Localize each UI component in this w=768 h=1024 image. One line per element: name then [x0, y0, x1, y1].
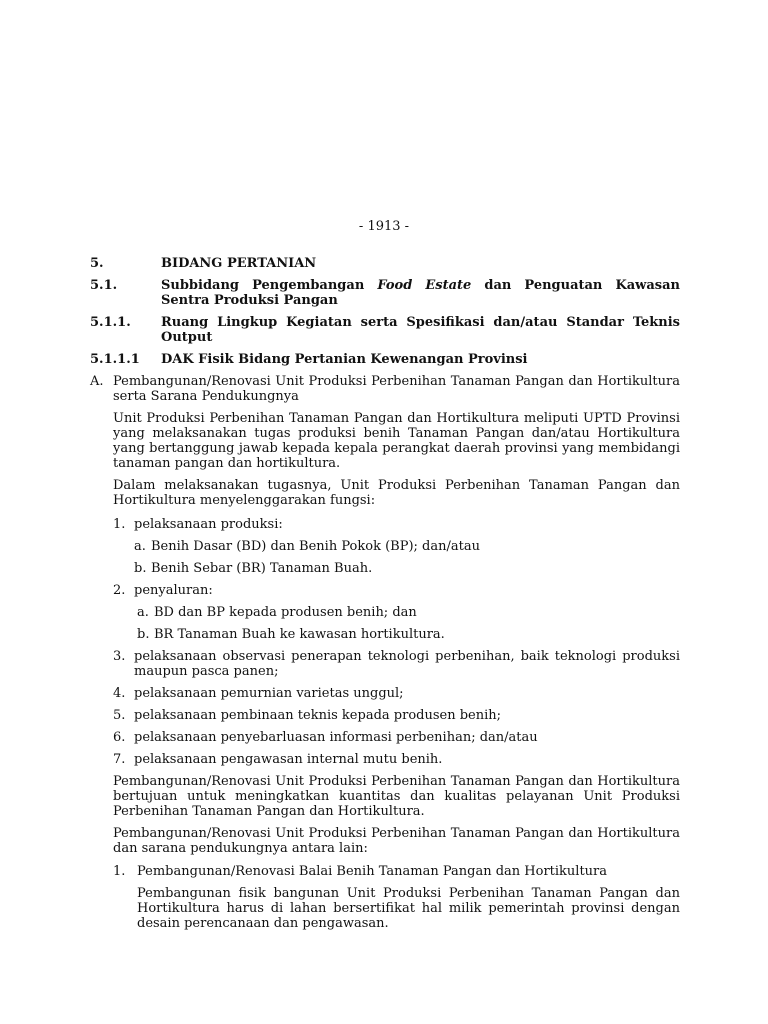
heading-number: 5.1.1.1: [90, 352, 140, 367]
heading-bidang-pertanian: [90, 256, 680, 271]
list-item: 4. pelaksanaan pemurnian varietas unggul;: [113, 686, 404, 701]
list-item: a. BD dan BP kepada produsen benih; dan: [137, 605, 417, 620]
item-title: Pembangunan/Renovasi Balai Benih Tanaman Pangan dan Hortikultura: [137, 864, 608, 879]
heading-number: 5.: [90, 256, 104, 271]
paragraph-3: Pembangunan/Renovasi Unit Produksi Perbenihan Tanaman Pangan dan Hortikultura bertujuan untuk meningkatkan kuantitas dan kualitas pelayanan Unit Produksi Perbenihan Tanaman Pangan dan Hortikultura.: [113, 774, 680, 819]
list-item: 6. pelaksanaan penyebarluasan informasi perbenihan; dan/atau: [113, 730, 538, 745]
heading-text: BIDANG PERTANIAN: [161, 256, 317, 271]
list-item: a. Benih Dasar (BD) dan Benih Pokok (BP); dan/atau: [134, 539, 480, 554]
heading-text: Ruang Lingkup Kegiatan serta Spesifikasi dan/atau Standar Teknis Output: [161, 315, 680, 345]
paragraph-1: Unit Produksi Perbenihan Tanaman Pangan dan Hortikultura meliputi UPTD Provinsi yang melaksanakan tugas produksi benih Tanaman Pangan dan/atau Hortikultura yang bertanggung jawab kepada kepala perangkat daerah provinsi yang membidangi tanaman pangan dan hortikultura.: [113, 411, 680, 471]
heading-number: 5.1.: [90, 278, 118, 293]
heading-dak-fisik: [90, 352, 680, 367]
list-item: b. BR Tanaman Buah ke kawasan hortikultura.: [137, 627, 445, 642]
heading-ruang-lingkup: [90, 315, 680, 345]
heading-text: Subbidang Pengembangan Food Estate dan Penguatan Kawasan Sentra Produksi Pangan: [161, 278, 680, 308]
section-a: [90, 374, 680, 404]
heading-subbidang: [90, 278, 680, 308]
list-item: 1. Pembangunan/Renovasi Balai Benih Tanaman Pangan dan Hortikultura: [113, 864, 680, 879]
page-number: - 1913 -: [358, 219, 410, 234]
list-item: 5. pelaksanaan pembinaan teknis kepada produsen benih;: [113, 708, 502, 723]
paragraph-2: Dalam melaksanakan tugasnya, Unit Produksi Perbenihan Tanaman Pangan dan Hortikultura menyelenggarakan fungsi:: [113, 478, 680, 508]
heading-text: DAK Fisik Bidang Pertanian Kewenangan Provinsi: [161, 352, 528, 367]
list-item: b. Benih Sebar (BR) Tanaman Buah.: [134, 561, 373, 576]
list-item: 7. pelaksanaan pengawasan internal mutu benih.: [113, 752, 443, 767]
paragraph-4: Pembangunan/Renovasi Unit Produksi Perbenihan Tanaman Pangan dan Hortikultura dan sarana pendukungnya antara lain:: [113, 826, 680, 856]
list-item: 3. pelaksanaan observasi penerapan teknologi perbenihan, baik teknologi produksi maupun pasca panen;: [113, 649, 680, 679]
list-item: 2. penyaluran:: [113, 583, 213, 598]
section-letter: A.: [90, 374, 104, 389]
item-description: Pembangunan fisik bangunan Unit Produksi Perbenihan Tanaman Pangan dan Hortikultura harus di lahan bersertifikat hal milik pemerintah provinsi dengan desain perencanaan dan pengawasan.: [137, 886, 680, 931]
section-title: Pembangunan/Renovasi Unit Produksi Perbenihan Tanaman Pangan dan Hortikultura serta Sarana Pendukungnya: [113, 374, 680, 404]
heading-number: 5.1.1.: [90, 315, 131, 330]
list-item: 1. pelaksanaan produksi:: [113, 517, 283, 532]
